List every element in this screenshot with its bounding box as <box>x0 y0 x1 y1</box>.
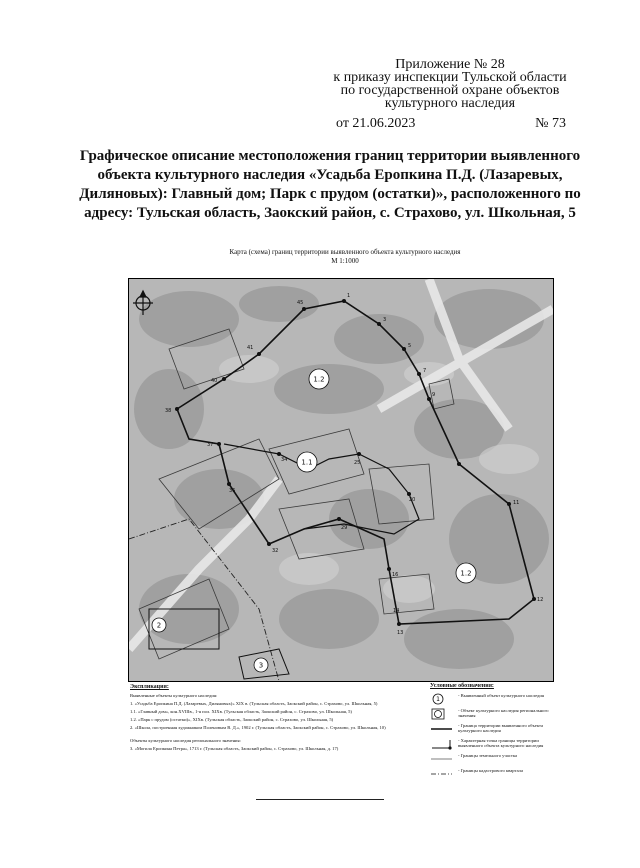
explication-item: 1. «Усадьба Еропкина П.Д. (Лазаревых, Диляновых)» XIX в. (Тульская область, Заокский район, с. Страхово, ул. Школьная, 5) <box>130 701 378 707</box>
document-title: Графическое описание местоположения границ территории выявленного объекта культурного наследия «Усадьба Еропкина П.Д. (Лазаревых, Диляновых): Главный дом; Парк с прудом (остатки)», расположенного по адресу: Тульская область, Заокский район, с. Страхово, ул. Школьная, 5 <box>79 148 581 221</box>
explication-item: 3. «Могила Еропкина Петра», 1713 г. (Тульская область, Заокский район, с. Страхово, ул. Школьная, д. 17) <box>130 745 339 751</box>
legend-item <box>430 753 550 765</box>
svg-text:1: 1 <box>436 695 440 703</box>
point-label: 5 <box>408 343 412 349</box>
area-label: 1.2 <box>460 569 472 578</box>
annex-block <box>300 58 600 110</box>
legend-text: - Границы кадастрового квартала <box>458 767 524 773</box>
annex-line-4: культурного наследия <box>384 96 516 111</box>
order-date: от 21.06.2023 <box>336 116 416 131</box>
explication <box>130 684 412 752</box>
point-label: 14 <box>393 608 400 614</box>
explication-item: 2. «Школа, построенная художником Поленовым В. Д.», 1902 г. (Тульская область, Заокский район, с. Страхово, ул. Школьная, 10) <box>130 725 386 731</box>
legend-text: - Выявленный объект культурного наследия <box>458 692 544 698</box>
legend-item <box>430 768 550 780</box>
explication-section-title: Выявленные объекты культурного наследия: <box>130 693 218 699</box>
point-label: 12 <box>537 597 544 603</box>
map-caption-block <box>130 248 560 266</box>
explication-item: 1.1. «Главный дом», кон.XVIIIв., 1-я пол. XIXв. (Тульская область, Заокский район, с. Страхово, ул. Школьная, 5) <box>130 709 352 715</box>
bottom-divider <box>256 799 384 800</box>
legend-text: - Объект культурного наследия регионального значения <box>458 707 549 719</box>
legend-item <box>430 693 550 705</box>
map-svg <box>129 279 553 681</box>
explication-item: 1.2. «Парк с прудом (остатки)», XIXв. (Тульская область, Заокский район, с. Страхово, ул. Школьная, 5) <box>130 717 334 723</box>
order-date-row <box>336 116 596 132</box>
cadastral-quarter-icon <box>430 768 454 780</box>
point-label: 36 <box>229 488 236 494</box>
area-label: 1.1 <box>301 458 313 467</box>
annex-line-2: к приказу инспекции Тульской области <box>333 70 567 85</box>
map-scale: М 1:1000 <box>331 257 359 265</box>
point-label: 29 <box>341 525 348 531</box>
legend-text: - Характерная точка границы территории выявленного объекта культурного наследия <box>458 737 544 749</box>
point-label: 9 <box>432 392 436 398</box>
map-legend <box>430 684 550 783</box>
boundary-point-icon <box>430 738 454 750</box>
regional-object-icon <box>430 708 454 720</box>
legend-text: - Границы земельного участка <box>458 752 518 758</box>
point-label: 20 <box>409 497 416 503</box>
map-caption: Карта (схема) границ территории выявленного объекта культурного наследия <box>229 248 461 256</box>
identified-object-icon <box>430 693 454 705</box>
point-label: 25 <box>354 460 361 466</box>
area-label: 3 <box>258 661 264 670</box>
area-label: 1.2 <box>313 375 325 384</box>
point-label: 40 <box>211 378 218 384</box>
point-label: 37 <box>207 442 214 448</box>
point-label: 32 <box>272 548 279 554</box>
point-label: 41 <box>247 345 254 351</box>
point-label: 1 <box>347 293 351 299</box>
legend-item <box>430 708 550 720</box>
point-label: 38 <box>165 408 172 414</box>
legend-heading: Условные обозначения: <box>430 683 494 689</box>
point-label: 13 <box>397 630 404 636</box>
map-scheme <box>128 278 554 682</box>
point-label: 45 <box>297 300 304 306</box>
annex-line-3: по государственной охране объектов <box>340 83 560 98</box>
explication-section-title: Объекты культурного наследия регионального значения: <box>130 737 241 743</box>
legend-item <box>430 723 550 735</box>
area-label: 2 <box>156 621 162 630</box>
legend-text: - Граница территории выявленного объекта культурного наследия <box>458 722 544 734</box>
point-label: 7 <box>423 368 427 374</box>
land-plot-icon <box>430 753 454 765</box>
explication-heading: Экспликация: <box>130 684 169 690</box>
point-label: 16 <box>392 572 399 578</box>
territory-boundary-icon <box>430 723 454 735</box>
point-label: 3 <box>383 317 387 323</box>
annex-line-1: Приложение № 28 <box>395 57 505 72</box>
point-label: 34 <box>281 457 288 463</box>
order-number: № 73 <box>535 116 566 131</box>
legend-item <box>430 738 550 750</box>
point-label: 11 <box>513 500 520 506</box>
